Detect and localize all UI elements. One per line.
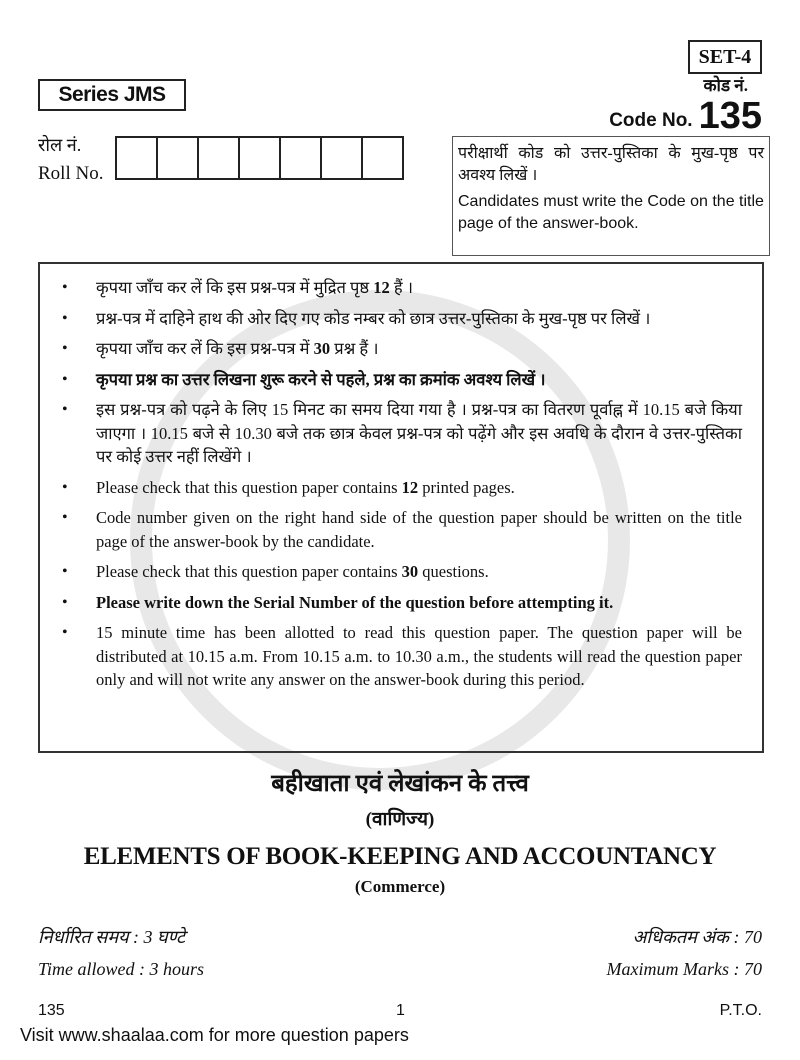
roll-digit-box[interactable] <box>117 138 158 178</box>
instruction-bold: Please write down the Serial Number of the question before attempting it. <box>96 592 614 612</box>
roll-digit-box[interactable] <box>281 138 322 178</box>
instruction-post: questions. <box>418 562 489 581</box>
footer-code: 135 <box>38 1002 65 1019</box>
instruction-text <box>62 506 742 553</box>
instruction-item <box>62 337 742 361</box>
max-marks-english: Maximum Marks : 70 <box>606 959 762 979</box>
instruction-pre: इस प्रश्न-पत्र को पढ़ने के लिए 15 मिनट का समय दिया गया है । प्रश्न-पत्र का वितरण पूर्वाह्न में 10.15 बजे किया जाएगा । 10.15 बजे से 10.30 बजे तक छात्र केवल प्रश्न-पत्र को पढ़ेंगे और इस अवधि के दौरान वे उत्तर-पुस्तिका पर कोई उत्तर नहीं लिखेंगे । <box>96 400 742 466</box>
title-english: ELEMENTS OF BOOK-KEEPING AND ACCOUNTANCY <box>83 843 717 870</box>
instructions-box <box>38 262 764 753</box>
subtitle-english: (Commerce) <box>354 877 446 896</box>
code-label-hindi: कोड नं. <box>703 76 748 95</box>
code-number-block <box>609 97 762 135</box>
instruction-bold: कृपया प्रश्न का उत्तर लिखना शुरू करने से पहले, प्रश्न का क्रमांक अवश्य लिखें । <box>96 369 546 389</box>
instruction-text <box>62 476 742 500</box>
roll-digit-box[interactable] <box>158 138 199 178</box>
instruction-item <box>62 307 742 331</box>
roll-number-boxes[interactable] <box>115 136 404 180</box>
code-label-english: Code No. <box>609 110 693 131</box>
set-badge: SET-4 <box>688 40 762 74</box>
instruction-bold: 12 <box>373 278 390 297</box>
instruction-pre: Code number given on the right hand side of the question paper should be written on the title page of the answer-book by the candidate. <box>96 508 742 551</box>
instruction-pre: प्रश्न-पत्र में दाहिने हाथ की ओर दिए गए कोड नम्बर को छात्र उत्तर-पुस्तिका के मुख-पृष्ठ पर लिखें । <box>96 308 651 328</box>
instruction-bold: 30 <box>313 339 331 358</box>
candidate-note-english: Candidates must write the Code on the title page of the answer-book. <box>458 193 764 232</box>
instruction-post: printed pages. <box>418 477 515 497</box>
instruction-text <box>62 307 742 331</box>
instruction-post: हैं । <box>389 278 413 297</box>
instruction-text <box>62 276 742 300</box>
instruction-item <box>62 506 742 553</box>
subtitle-hindi: (वाणिज्य) <box>365 809 435 830</box>
roll-label-hindi: रोल नं. <box>38 135 82 155</box>
footer-pto: P.T.O. <box>719 1002 762 1019</box>
instruction-pre: Please check that this question paper contains <box>96 477 402 497</box>
instruction-text <box>62 621 742 692</box>
candidate-note-hindi: परीक्षार्थी कोड को उत्तर-पुस्तिका के मुख-पृष्ठ पर अवश्य लिखें । <box>458 145 764 184</box>
roll-digit-box[interactable] <box>322 138 363 178</box>
instruction-text <box>62 591 742 615</box>
title-hindi: बहीखाता एवं लेखांकन के तत्त्व <box>271 771 529 797</box>
instruction-item <box>62 476 742 500</box>
instruction-text <box>62 337 742 361</box>
instruction-item <box>62 398 742 469</box>
max-marks-hindi: अधिकतम अंक : 70 <box>632 927 762 947</box>
instruction-item <box>62 560 742 584</box>
candidate-note-box <box>452 136 770 256</box>
instruction-pre: कृपया जाँच कर लें कि इस प्रश्न-पत्र में मुद्रित पृष्ठ <box>96 278 374 297</box>
instruction-item <box>62 276 742 300</box>
instruction-text <box>62 368 742 392</box>
series-badge: Series JMS <box>38 79 186 111</box>
roll-digit-box[interactable] <box>363 138 402 178</box>
roll-digit-box[interactable] <box>199 138 240 178</box>
time-allowed-english: Time allowed : 3 hours <box>38 959 205 979</box>
instruction-item <box>62 368 742 392</box>
instruction-pre: Please check that this question paper contains <box>96 562 402 581</box>
instruction-bold: 12 <box>401 477 419 497</box>
instruction-item <box>62 591 742 615</box>
instruction-item <box>62 621 742 692</box>
footer-page-number: 1 <box>396 1002 405 1019</box>
roll-label-english: Roll No. <box>38 163 104 184</box>
instruction-text <box>62 560 742 584</box>
time-allowed-hindi: निर्धारित समय : 3 घण्टे <box>38 927 186 947</box>
instruction-pre: 15 minute time has been allotted to read this question paper. The question paper will be distributed at 10.15 a.m. From 10.15 a.m. to 10.30 a.m., the students will read the question paper only and will not write any answer on the answer-book during this period. <box>96 623 742 689</box>
roll-digit-box[interactable] <box>240 138 281 178</box>
footer-visit-link[interactable]: Visit www.shaalaa.com for more question papers <box>20 1025 409 1045</box>
instruction-text <box>62 398 742 469</box>
code-number: 135 <box>698 95 762 137</box>
instruction-bold: 30 <box>401 562 419 581</box>
instruction-post: प्रश्न हैं । <box>330 339 379 358</box>
instruction-pre: कृपया जाँच कर लें कि इस प्रश्न-पत्र में <box>96 339 314 358</box>
